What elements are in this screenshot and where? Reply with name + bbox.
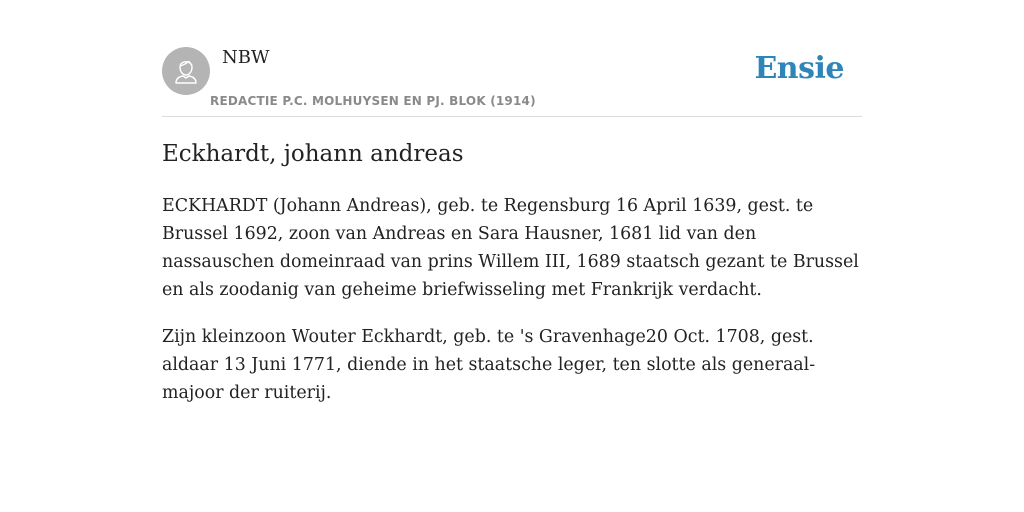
article-title: Eckhardt, johann andreas bbox=[162, 141, 464, 167]
ensie-logo[interactable]: Ensie bbox=[754, 51, 844, 86]
article-header bbox=[162, 40, 862, 117]
article-paragraph: ECKHARDT (Johann Andreas), geb. te Regensburg 16 April 1639, gest. te Brussel 1692, zoon van Andreas en Sara Hausner, 1681 lid van den nassauschen domeinraad van prins Willem III, 1689 staatsch gezant te Brussel en als zoodanig van geheime briefwisseling met Frankrijk verdacht. bbox=[162, 196, 859, 300]
author-avatar[interactable] bbox=[162, 47, 210, 95]
article-body bbox=[162, 192, 872, 426]
article-paragraph: Zijn kleinzoon Wouter Eckhardt, geb. te 's Gravenhage20 Oct. 1708, gest. aldaar 13 Juni 1771, diende in het staatsche leger, ten slotte als generaal-majoor der ruiterij. bbox=[162, 327, 816, 403]
user-icon bbox=[162, 47, 210, 95]
editor-credit: REDACTIE P.C. MOLHUYSEN EN PJ. BLOK (1914) bbox=[210, 94, 536, 108]
author-name[interactable]: NBW bbox=[222, 47, 270, 68]
